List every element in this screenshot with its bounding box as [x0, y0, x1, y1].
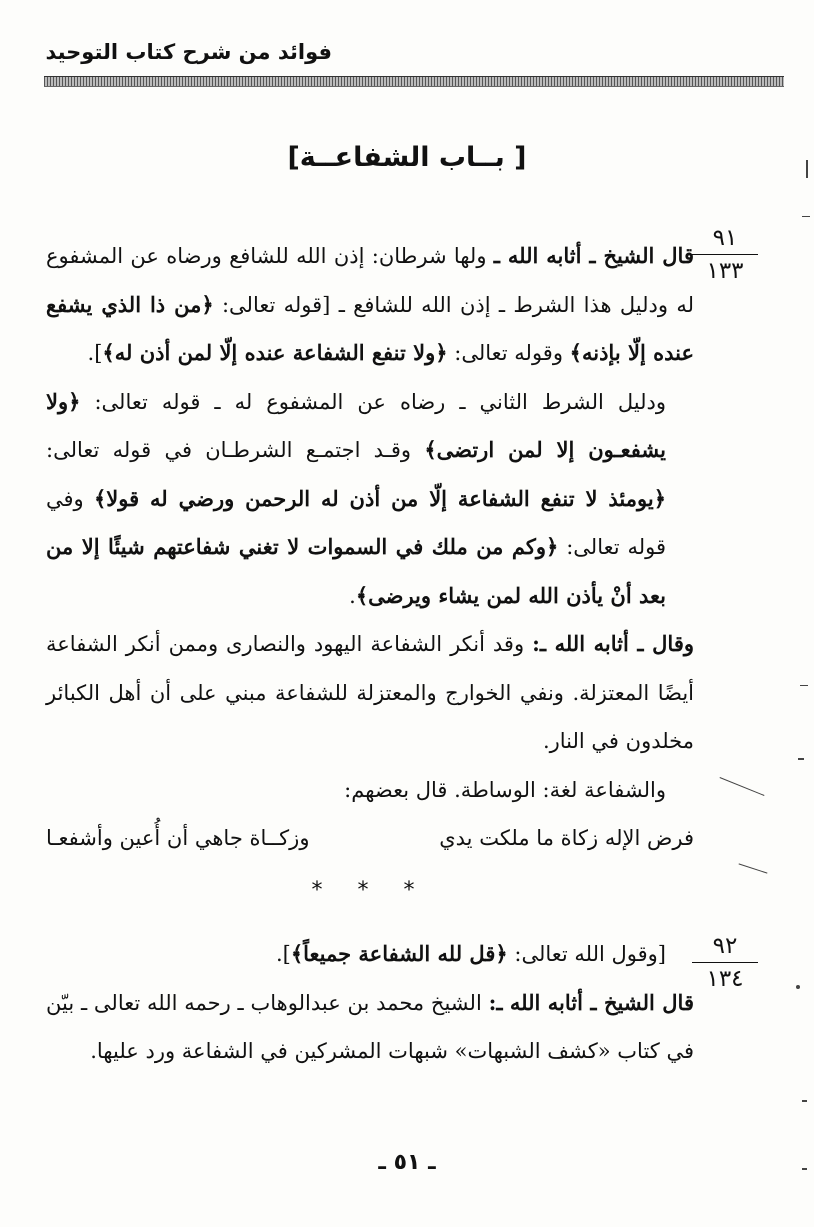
paragraph-number-bottom: ١٣٤ [706, 966, 744, 992]
scan-mark [739, 863, 768, 873]
section-1-body [46, 232, 694, 919]
paragraph [46, 930, 694, 979]
text-run: وقد أنكر الشفاعة اليهود والنصارى وممن أنكر الشفاعة أيضًا المعتزلة. ونفي الخوارج والمعتزلة للشفاعة مبني على أن أهل الكبائر مخلدون في النار. [46, 632, 694, 753]
paragraph-number-top: ٩١ [692, 224, 758, 255]
verse-hemistich-first: فرض الإله زكاة ما ملكت يدي [439, 826, 694, 850]
paragraph-number-91 [692, 224, 758, 285]
scan-mark [800, 685, 808, 686]
scan-mark [796, 985, 800, 989]
text-run: ودليل الشرط الثاني ـ رضاه عن المشفوع له ـ قوله تعالى: [80, 389, 666, 414]
paragraph [46, 620, 694, 766]
quran-quote: ﴿يومئذ لا تنفع الشفاعة إلّا من أذن له الرحمن ورضي له قولا﴾ [93, 485, 667, 511]
quran-quote: ﴿من ذا الذي يشفع عنده إلّا بإذنه﴾ [46, 291, 694, 365]
text-run: وقـد اجتمـع الشرطـان في قوله تعالى: [46, 438, 425, 462]
scan-mark [806, 160, 808, 178]
lead-phrase: قال الشيخ ـ أثابه الله ـ [493, 243, 694, 268]
paragraph-number-top: ٩٢ [692, 932, 758, 963]
verse-hemistich-second: وزكــاة جاهي أن أُعين وأشفعـا [46, 826, 310, 850]
paragraph [46, 378, 694, 621]
lead-phrase: وقال ـ أثابه الله ـ: [532, 631, 694, 656]
scan-mark [802, 216, 810, 217]
quran-quote: ﴿ولا تنفع الشفاعة عنده إلّا لمن أذن له﴾ [102, 340, 448, 365]
text-run: ]. [87, 341, 103, 365]
section-separator-stars: * * * [311, 877, 429, 903]
section-2-body [46, 930, 694, 1076]
scan-mark [802, 1168, 807, 1170]
paragraph [46, 979, 694, 1076]
quran-quote: ﴿وكم من ملك في السموات لا تغني شفاعتهم شيئًا إلا من بعد أنْ يأذن الله لمن يشاء ويرضى﴾ [46, 534, 666, 608]
lead-phrase: قال الشيخ ـ أثابه الله ـ: [488, 989, 694, 1015]
text-run: ]. [275, 942, 291, 966]
header-rule [44, 76, 784, 87]
text-run: وقوله تعالى: [447, 341, 570, 365]
text-run: [وقول الله تعالى: [507, 942, 666, 966]
quran-quote: ﴿قل لله الشفاعة جميعاً﴾ [290, 941, 508, 966]
text-run: وفي قوله تعالى: [46, 486, 666, 559]
text-run: . [349, 583, 356, 608]
paragraph-number-bottom: ١٣٣ [706, 258, 744, 284]
scan-mark [720, 777, 765, 796]
scan-mark [798, 758, 804, 760]
poetry-verse [46, 814, 694, 863]
page-number: ـ ٥١ ـ [378, 1150, 436, 1175]
quran-quote: ﴿ولا يشفعـون إلا لمن ارتضى﴾ [46, 388, 666, 462]
running-header-title: فوائد من شرح كتاب التوحيد [45, 40, 332, 64]
chapter-title: [ بــاب الشفاعــة] [287, 142, 527, 173]
paragraph-number-92 [692, 932, 758, 993]
paragraph [46, 232, 694, 378]
text-run: الشيخ محمد بن عبدالوهاب ـ رحمه الله تعالى ـ بيّن في كتاب «كشف الشبهات» شبهات المشركين في الشفاعة ورد عليها. [46, 990, 694, 1063]
text-run: ولها شرطان: إذن الله للشافع ورضاه عن المشفوع له ودليل هذا الشرط ـ إذن الله للشافع ـ [قوله تعالى: [46, 244, 694, 317]
paragraph: والشفاعة لغة: الوساطة. قال بعضهم: [344, 777, 666, 802]
scan-mark [802, 1100, 807, 1102]
